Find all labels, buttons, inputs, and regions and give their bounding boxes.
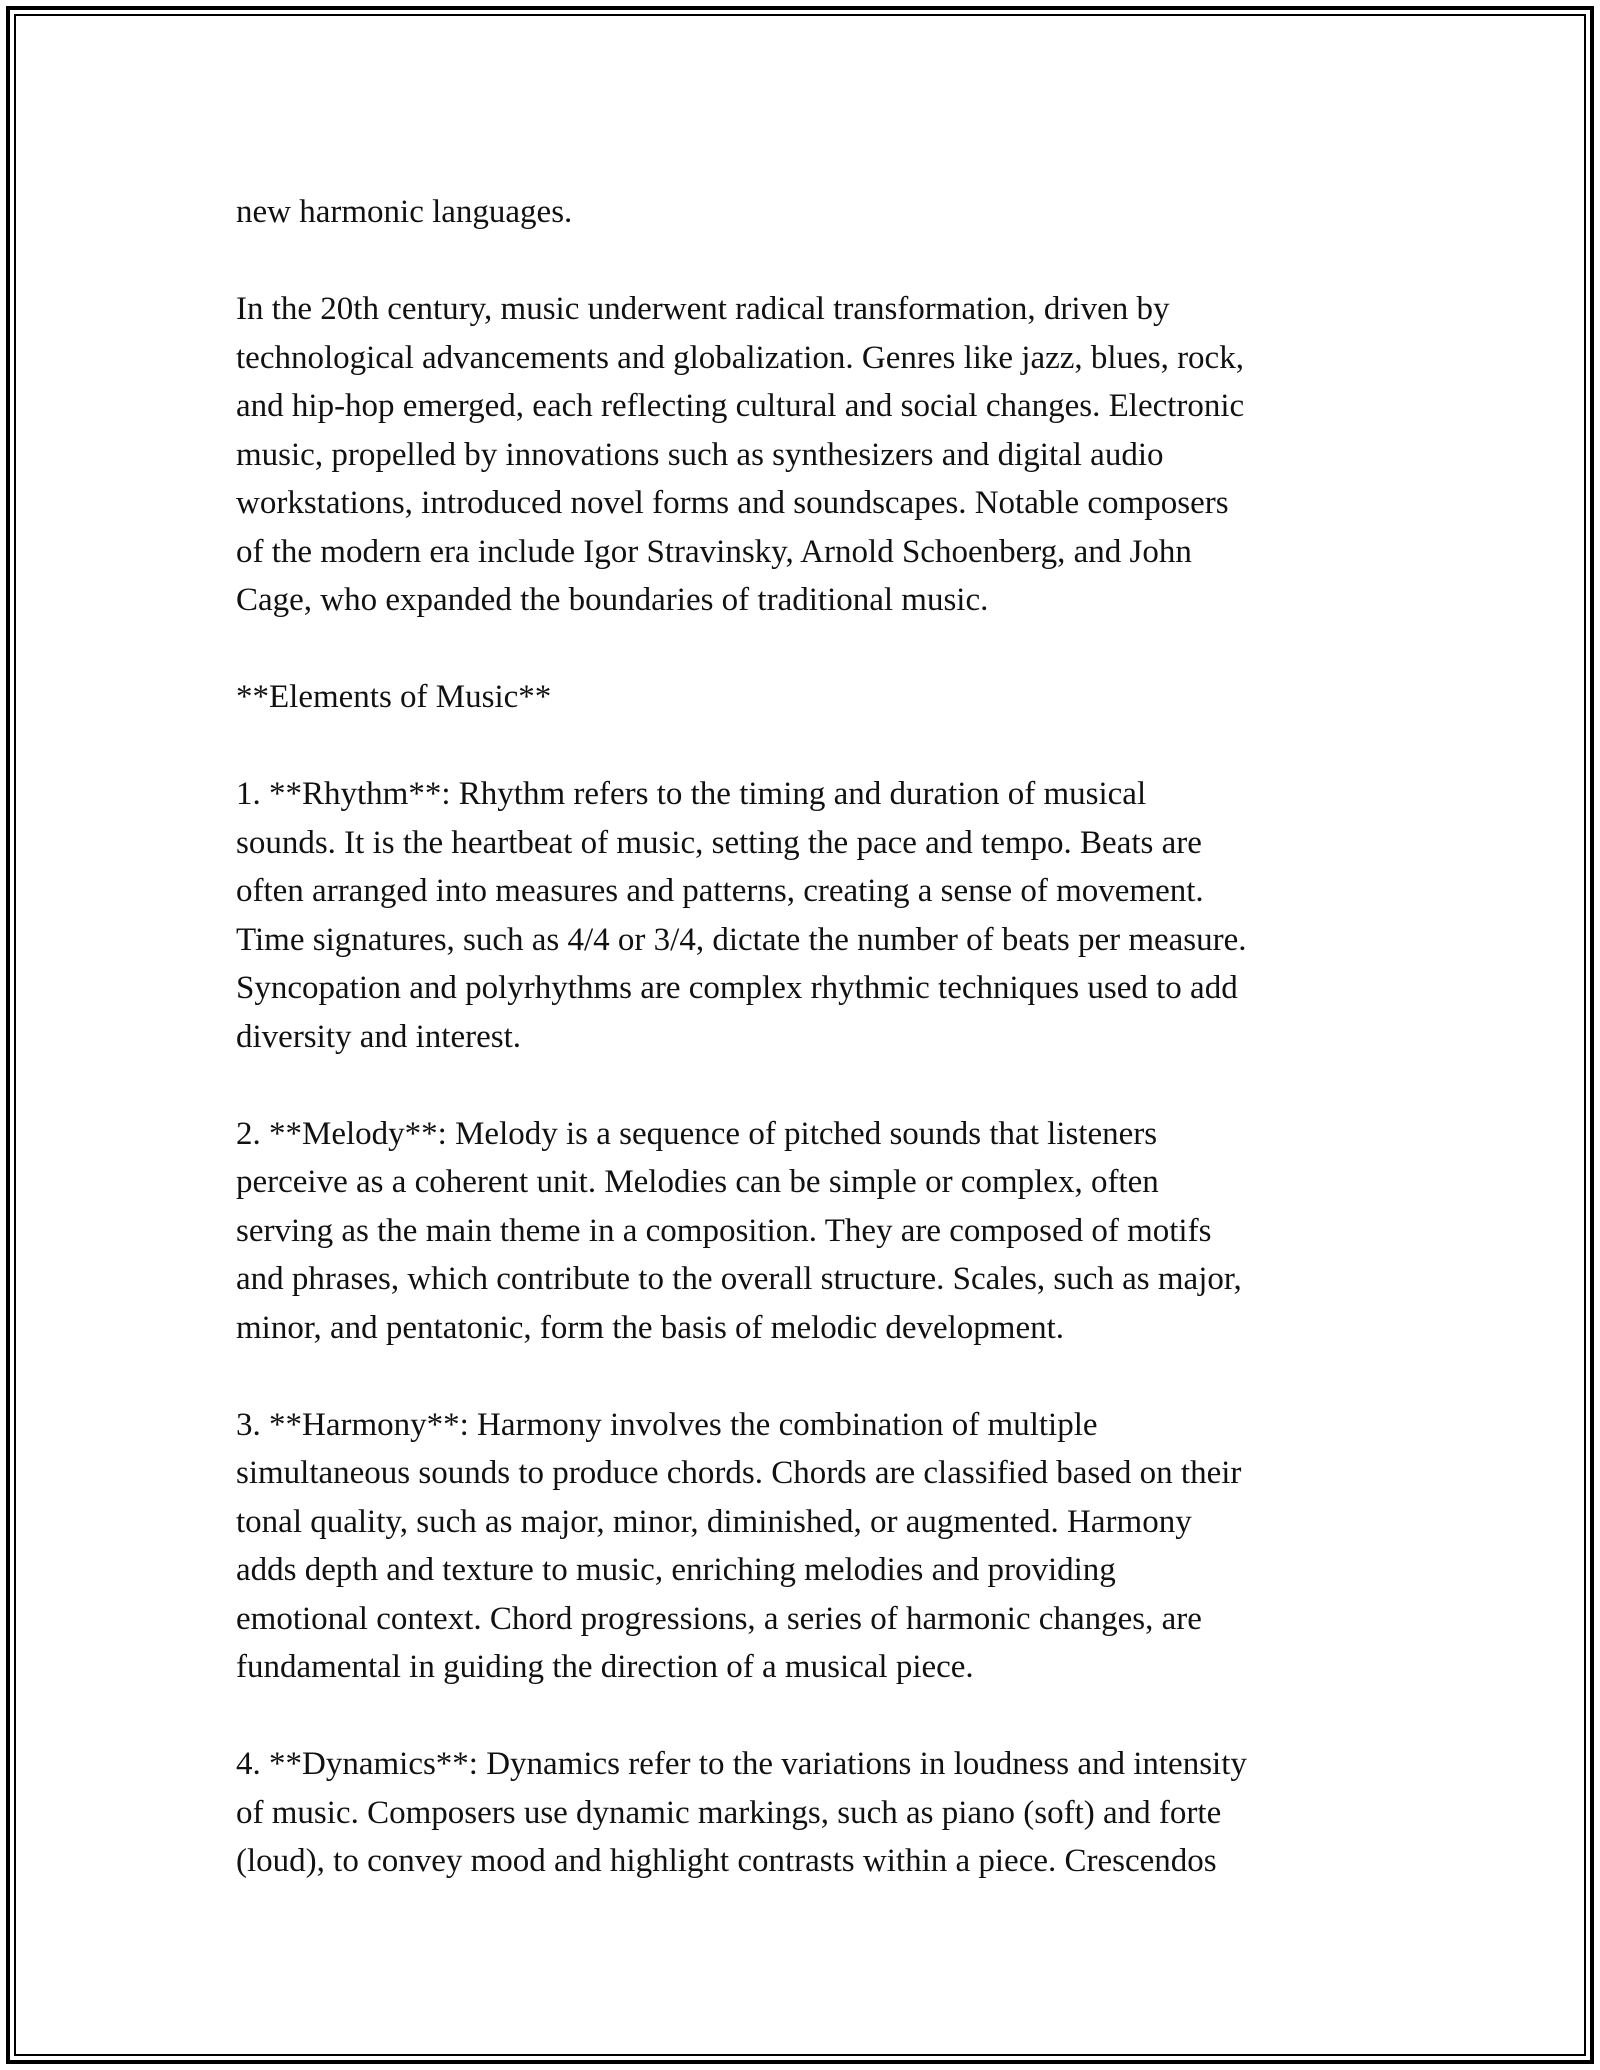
list-item-harmony: [236, 1401, 1366, 1692]
text-line: 3. **Harmony**: Harmony involves the combination of multiple: [236, 1406, 1098, 1443]
text-line: new harmonic languages.: [236, 194, 573, 230]
text-line: workstations, introduced novel forms and soundscapes. Notable composers: [236, 485, 1229, 521]
text-line: and hip-hop emerged, each reflecting cultural and social changes. Electronic: [236, 388, 1245, 424]
list-item-melody: [236, 1110, 1366, 1353]
text-line: of music. Composers use dynamic markings, such as piano (soft) and forte: [236, 1794, 1222, 1831]
text-line: diversity and interest.: [236, 1018, 522, 1055]
text-line: of the modern era include Igor Stravinsky, Arnold Schoenberg, and John: [236, 533, 1192, 570]
document-body: [236, 188, 1366, 1934]
list-item-rhythm: [236, 770, 1366, 1061]
text-line: serving as the main theme in a composition. They are composed of motifs: [236, 1212, 1212, 1249]
text-line: minor, and pentatonic, form the basis of melodic development.: [236, 1309, 1065, 1346]
text-line: (loud), to convey mood and highlight contrasts within a piece. Crescendos: [236, 1843, 1217, 1879]
text-line: fundamental in guiding the direction of a musical piece.: [236, 1649, 974, 1685]
text-line: adds depth and texture to music, enriching melodies and providing: [236, 1552, 1116, 1588]
paragraph-continuation: [236, 188, 1366, 237]
paragraph-20th-century: [236, 285, 1366, 625]
text-line: 2. **Melody**: Melody is a sequence of pitched sounds that listeners: [236, 1115, 1158, 1152]
text-line: Cage, who expanded the boundaries of traditional music.: [236, 582, 989, 618]
text-line: emotional context. Chord progressions, a series of harmonic changes, are: [236, 1600, 1202, 1637]
text-line: technological advancements and globalization. Genres like jazz, blues, rock,: [236, 339, 1244, 376]
text-line: **Elements of Music**: [236, 679, 552, 715]
text-line: In the 20th century, music underwent radical transformation, driven by: [236, 291, 1170, 327]
text-line: tonal quality, such as major, minor, diminished, or augmented. Harmony: [236, 1503, 1192, 1540]
text-line: 4. **Dynamics**: Dynamics refer to the variations in loudness and intensity: [236, 1746, 1247, 1782]
text-line: Time signatures, such as 4/4 or 3/4, dictate the number of beats per measure.: [236, 921, 1247, 958]
text-line: sounds. It is the heartbeat of music, setting the pace and tempo. Beats are: [236, 824, 1202, 861]
text-line: simultaneous sounds to produce chords. Chords are classified based on their: [236, 1455, 1242, 1491]
text-line: 1. **Rhythm**: Rhythm refers to the timing and duration of musical: [236, 776, 1147, 812]
list-item-dynamics: [236, 1740, 1366, 1886]
text-line: and phrases, which contribute to the overall structure. Scales, such as major,: [236, 1261, 1242, 1297]
text-line: often arranged into measures and patterns, creating a sense of movement.: [236, 873, 1204, 909]
text-line: Syncopation and polyrhythms are complex rhythmic techniques used to add: [236, 970, 1238, 1006]
text-line: perceive as a coherent unit. Melodies can be simple or complex, often: [236, 1164, 1159, 1200]
section-heading-elements-of-music: [236, 673, 1366, 722]
text-line: music, propelled by innovations such as synthesizers and digital audio: [236, 436, 1164, 473]
